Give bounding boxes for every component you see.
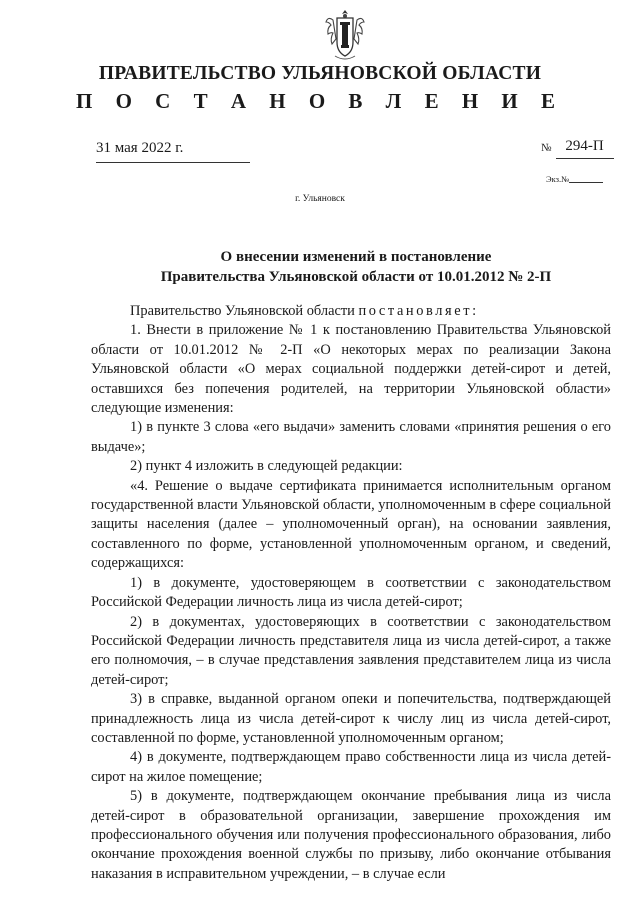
city-line: г. Ульяновск [295,194,345,204]
intro-text: Правительство Ульяновской области [130,303,359,319]
document-number [541,138,614,159]
paragraph-6: 2) в документах, удостоверяющих в соответствии с законодательством Российской Федерации личность представителя лица из числа детей-сирот, а также его полномочия, – в случае представления заявления представителем лица из числа детей-сирот; [91,613,611,688]
paragraph-1: 1. Внести в приложение № 1 к постановлению Правительства Ульяновской области от 10.01.2012 № 2-П «О некоторых мерах по реализации Закона Ульяновской области «О мерах социальной поддержки детей-сирот и детей, оставшихся без попечения родителей, на территории Ульяновской области» следующие изменения: [91,322,611,417]
paragraph-9: 5) в документе, подтверждающем окончание пребывания лица из числа детей-сирот в образовательной организации, завершение прохождения им профессионального обучения или получения профессионального образования, либо окончание прохождения военной службы по призыву, либо окончание отбывания наказания в исправительном учреждении, – в случае если [91,788,611,882]
paragraph-7: 3) в справке, выданной органом опеки и попечительства, подтверждающей принадлежность лица из числа детей-сирот к числу лиц из числа детей-сирот, составленной по форме, установленной уполномоченным органом; [91,691,611,746]
paragraph-5: 1) в документе, удостоверяющем в соответствии с законодательством Российской Федерации личность лица из числа детей-сирот; [91,574,611,611]
subject-line-2: Правительства Ульяновской области от 10.01.2012 № 2-П [160,269,552,285]
document-subject [0,247,640,287]
paragraph-3: 2) пункт 4 изложить в следующей редакции: [130,458,403,475]
document-date: 31 мая 2022 г. [96,140,250,163]
intro-paragraph [91,302,611,321]
intro-decree-word: постановляет [358,303,473,319]
document-type-heading: П О С Т А Н О В Л Е Н И Е [75,89,564,113]
copy-number [546,174,603,184]
intro-colon: : [472,303,477,319]
paragraph-8: 4) в документе, подтверждающем право собственности лица из числа детей-сирот на жилое помещение; [91,749,611,785]
document-body [91,302,611,884]
copy-number-blank [569,182,603,183]
paragraph-4: «4. Решение о выдаче сертификата принимается исполнительным органом государственной власти Ульяновской области, уполномоченным в сфере социальной защиты населения (далее – уполномоченный орган), на основании заявления, составленного по форме, установленной уполномоченным органом, и сведений, содержащихся: [91,477,612,572]
government-title: ПРАВИТЕЛЬСТВО УЛЬЯНОВСКОЙ ОБЛАСТИ [98,63,542,84]
copy-label: Экз.№ [546,174,570,184]
number-prefix: № [541,142,552,154]
subject-line-1: О внесении изменений в постановление [220,249,492,265]
coat-of-arms-emblem [322,6,368,62]
number-value: 294-П [556,138,614,159]
paragraph-2: 1) в пункте 3 слова «его выдачи» заменить словами «принятия решения о его выдаче»; [91,419,611,455]
